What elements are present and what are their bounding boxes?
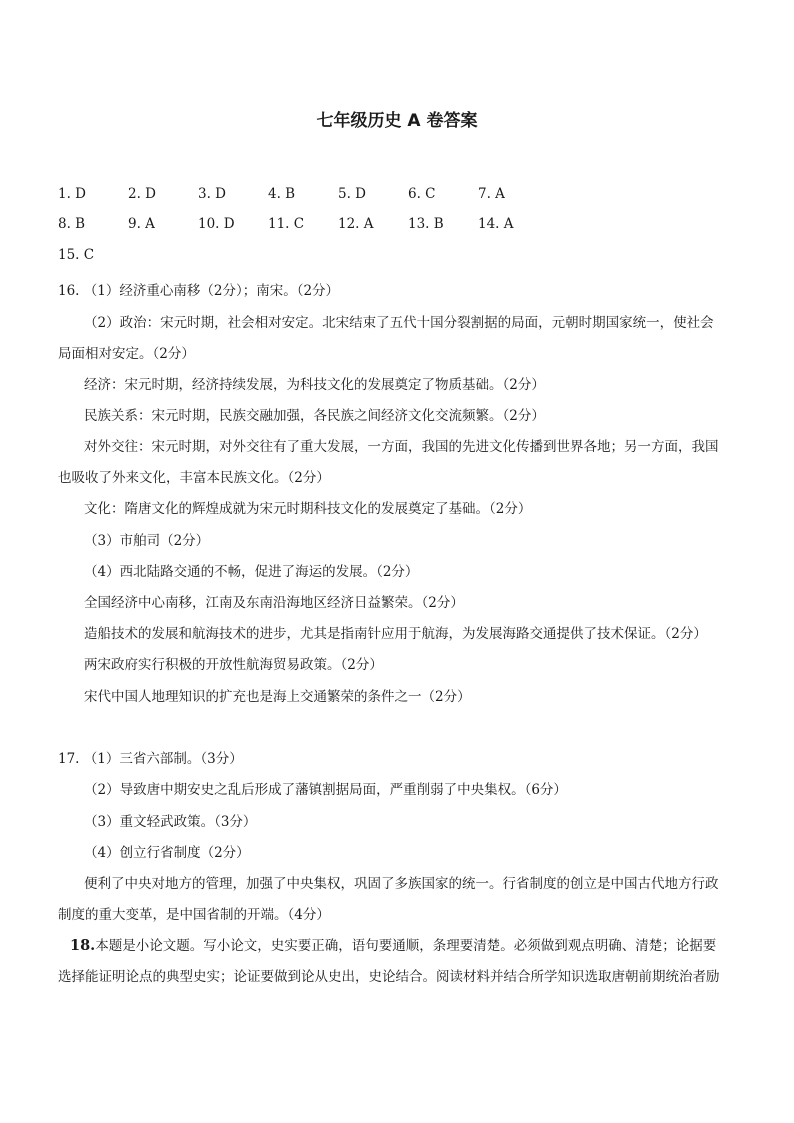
q18-number: 18. xyxy=(70,937,96,954)
q16-economy: 经济：宋元时期，经济持续发展，为科技文化的发展奠定了物质基础。（2分） xyxy=(84,377,545,393)
mc-answer: 14. A xyxy=(478,216,514,232)
q18-text-line1: 本题是小论文题。写小论文，史实要正确，语句要通顺，条理要清楚。必须做到观点明确、清楚；论据要 xyxy=(95,938,717,954)
mc-answer: 9. A xyxy=(128,216,155,232)
mc-answer: 1. D xyxy=(58,186,86,202)
mc-answer: 2. D xyxy=(128,186,156,202)
mc-answer: 3. D xyxy=(198,186,226,202)
q17-part2: （2）导致唐中期安史之乱后形成了藩镇割据局面，严重削弱了中央集权。（6分） xyxy=(84,782,567,798)
mc-answer: 12. A xyxy=(338,216,374,232)
q17-part4: （4）创立行省制度（2分） xyxy=(84,845,250,861)
q16-part4: （4）西北陆路交通的不畅，促进了海运的发展。（2分） xyxy=(84,564,419,580)
mc-answer: 15. C xyxy=(58,247,95,263)
q16-part4-d: 两宋政府实行积极的开放性航海贸易政策。（2分） xyxy=(84,657,383,673)
q16-part3: （3）市舶司（2分） xyxy=(84,533,210,549)
q17-part4-line1: 便利了中央对地方的管理，加强了中央集权，巩固了多族国家的统一。行省制度的创立是中国古代地方行政 xyxy=(84,876,719,892)
mc-answer: 4. B xyxy=(268,186,296,202)
mc-answer: 6. C xyxy=(408,186,436,202)
q16-part4-b: 全国经济中心南移，江南及东南沿海地区经济日益繁荣。（2分） xyxy=(84,595,464,611)
mc-answer: 13. B xyxy=(408,216,444,232)
mc-answer: 5. D xyxy=(338,186,366,202)
mc-answer: 8. B xyxy=(58,216,86,232)
q17-part4-line2: 制度的重大变革，是中国省制的开端。（4分） xyxy=(58,907,330,923)
q16-part4-c: 造船技术的发展和航海技术的进步，尤其是指南针应用于航海，为发展海路交通提供了技术保证。（2分） xyxy=(84,626,707,642)
q16-part2-line1: （2）政治：宋元时期，社会相对安定。北宋结束了五代十国分裂割据的局面，元朝时期国家统一，使社会 xyxy=(84,315,714,331)
q16-foreign-line1: 对外交往：宋元时期，对外交往有了重大发展，一方面，我国的先进文化传播到世界各地；另一方面，我国 xyxy=(84,439,719,455)
q16-part1: 16. （1）经济重心南移（2分）；南宋。（2分） xyxy=(58,283,340,299)
q16-ethnic: 民族关系：宋元时期，民族交融加强，各民族之间经济文化交流频繁。（2分） xyxy=(84,408,545,424)
q18-line1 xyxy=(70,934,716,954)
q18-line2: 选择能证明论点的典型史实；论证要做到论从史出，史论结合。阅读材料并结合所学知识选取唐朝前期统治者励 xyxy=(58,969,720,985)
q17-part3: （3）重文轻武政策。（3分） xyxy=(84,814,257,830)
q17-part1: 17. （1）三省六部制。（3分） xyxy=(58,751,243,767)
q16-part2-line2: 局面相对安定。（2分） xyxy=(58,346,195,362)
mc-answer: 11. C xyxy=(268,216,305,232)
mc-answer: 7. A xyxy=(478,186,505,202)
page-title: 七年级历史 A 卷答案 xyxy=(316,111,478,131)
q16-part4-e: 宋代中国人地理知识的扩充也是海上交通繁荣的条件之一（2分） xyxy=(84,689,471,705)
q16-foreign-line2: 也吸收了外来文化，丰富本民族文化。（2分） xyxy=(58,470,330,486)
q16-culture: 文化：隋唐文化的辉煌成就为宋元时期科技文化的发展奠定了基础。（2分） xyxy=(84,501,532,517)
mc-answer: 10. D xyxy=(198,216,235,232)
